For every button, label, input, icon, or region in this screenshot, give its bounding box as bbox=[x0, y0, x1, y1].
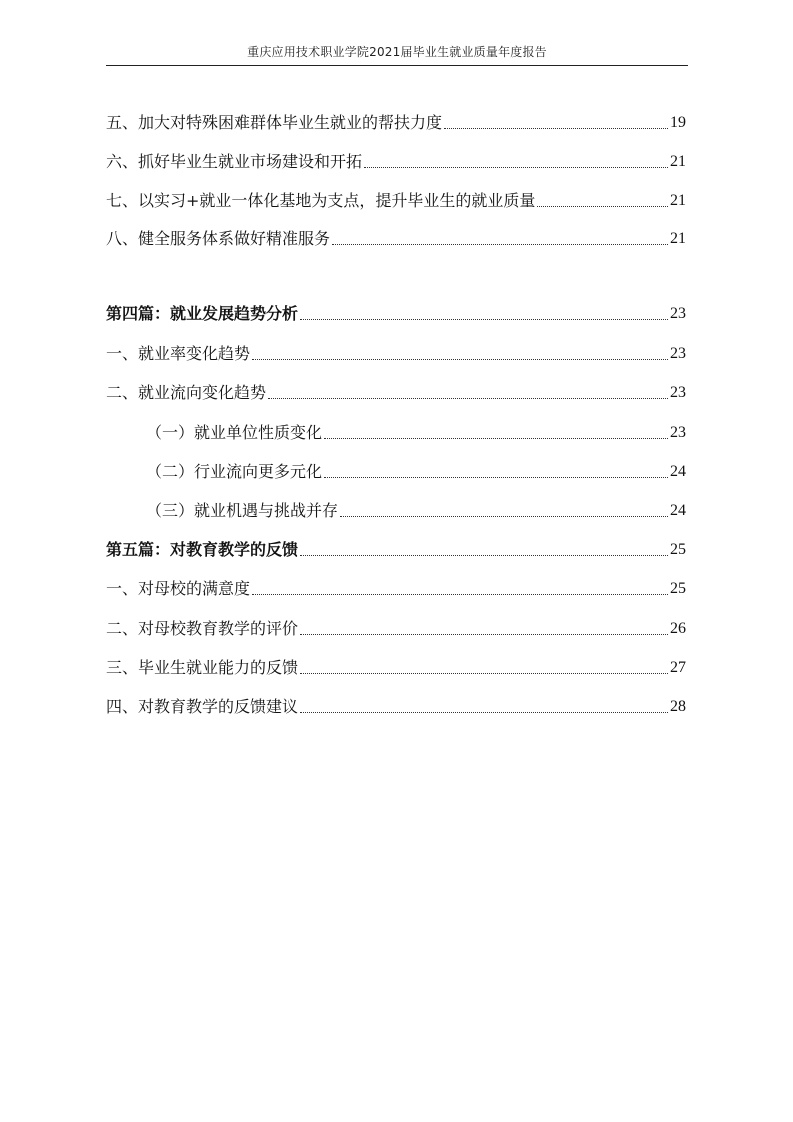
toc-page-number: 19 bbox=[670, 114, 686, 131]
toc-part-entry[interactable] bbox=[106, 535, 686, 561]
toc-subentry[interactable] bbox=[106, 418, 686, 444]
toc-subentry[interactable] bbox=[106, 457, 686, 483]
toc-part-entry[interactable] bbox=[106, 299, 686, 325]
toc-dot-leader bbox=[252, 594, 668, 595]
page-header: 重庆应用技术职业学院2021届毕业生就业质量年度报告 bbox=[247, 45, 547, 59]
toc-entry[interactable] bbox=[106, 186, 686, 212]
toc-page-number: 21 bbox=[670, 153, 686, 170]
toc-dot-leader bbox=[252, 359, 668, 360]
toc-dot-leader bbox=[340, 516, 668, 517]
toc-entry-title: 六、抓好毕业生就业市场建设和开拓 bbox=[106, 152, 363, 171]
toc-dot-leader bbox=[300, 555, 668, 556]
toc-entry[interactable] bbox=[106, 108, 686, 134]
toc-dot-leader bbox=[300, 634, 668, 635]
header-divider bbox=[106, 65, 688, 66]
toc-dot-leader bbox=[300, 319, 668, 320]
toc-page-number: 24 bbox=[670, 463, 686, 480]
toc-dot-leader bbox=[537, 206, 668, 207]
toc-entry-title: 二、就业流向变化趋势 bbox=[106, 383, 267, 402]
toc-page-number: 21 bbox=[670, 230, 686, 247]
toc-dot-leader bbox=[300, 673, 668, 674]
toc-dot-leader bbox=[324, 477, 668, 478]
toc-page-number: 23 bbox=[670, 384, 686, 401]
toc-page-number: 21 bbox=[670, 192, 686, 209]
toc-entry-title: 五、加大对特殊困难群体毕业生就业的帮扶力度 bbox=[106, 113, 443, 132]
toc-dot-leader bbox=[324, 438, 668, 439]
toc-page-number: 23 bbox=[670, 424, 686, 441]
toc-entry[interactable] bbox=[106, 653, 686, 679]
toc-entry-title: 二、对母校教育教学的评价 bbox=[106, 619, 299, 638]
toc-dot-leader bbox=[300, 712, 668, 713]
toc-page-number: 23 bbox=[670, 305, 686, 322]
toc-entry[interactable] bbox=[106, 614, 686, 640]
toc-page-number: 23 bbox=[670, 345, 686, 362]
toc-page-number: 24 bbox=[670, 502, 686, 519]
toc-part-title: 第五篇：对教育教学的反馈 bbox=[106, 540, 299, 559]
toc-entry-title: 七、以实习+就业一体化基地为支点，提升毕业生的就业质量 bbox=[106, 191, 536, 210]
toc-dot-leader bbox=[268, 398, 668, 399]
toc-page-number: 27 bbox=[670, 659, 686, 676]
toc-entry-title: （三）就业机遇与挑战并存 bbox=[146, 501, 339, 520]
toc-page-number: 25 bbox=[670, 580, 686, 597]
toc-dot-leader bbox=[332, 244, 668, 245]
toc-entry-title: 三、毕业生就业能力的反馈 bbox=[106, 658, 299, 677]
toc-part-title: 第四篇：就业发展趋势分析 bbox=[106, 304, 299, 323]
toc-entry-title: 四、对教育教学的反馈建议 bbox=[106, 697, 299, 716]
toc-entry[interactable] bbox=[106, 147, 686, 173]
toc-entry[interactable] bbox=[106, 224, 686, 250]
toc-subentry[interactable] bbox=[106, 496, 686, 522]
toc-entry[interactable] bbox=[106, 692, 686, 718]
toc-entry[interactable] bbox=[106, 339, 686, 365]
toc-dot-leader bbox=[364, 167, 668, 168]
toc-dot-leader bbox=[444, 128, 668, 129]
toc-page-number: 25 bbox=[670, 541, 686, 558]
toc-page-number: 26 bbox=[670, 620, 686, 637]
toc-entry[interactable] bbox=[106, 574, 686, 600]
toc-entry[interactable] bbox=[106, 378, 686, 404]
toc-entry-title: （一）就业单位性质变化 bbox=[146, 423, 323, 442]
toc-entry-title: 一、就业率变化趋势 bbox=[106, 344, 251, 363]
toc-entry-title: （二）行业流向更多元化 bbox=[146, 462, 323, 481]
toc-entry-title: 八、健全服务体系做好精准服务 bbox=[106, 229, 331, 248]
toc-page-number: 28 bbox=[670, 698, 686, 715]
toc-entry-title: 一、对母校的满意度 bbox=[106, 579, 251, 598]
